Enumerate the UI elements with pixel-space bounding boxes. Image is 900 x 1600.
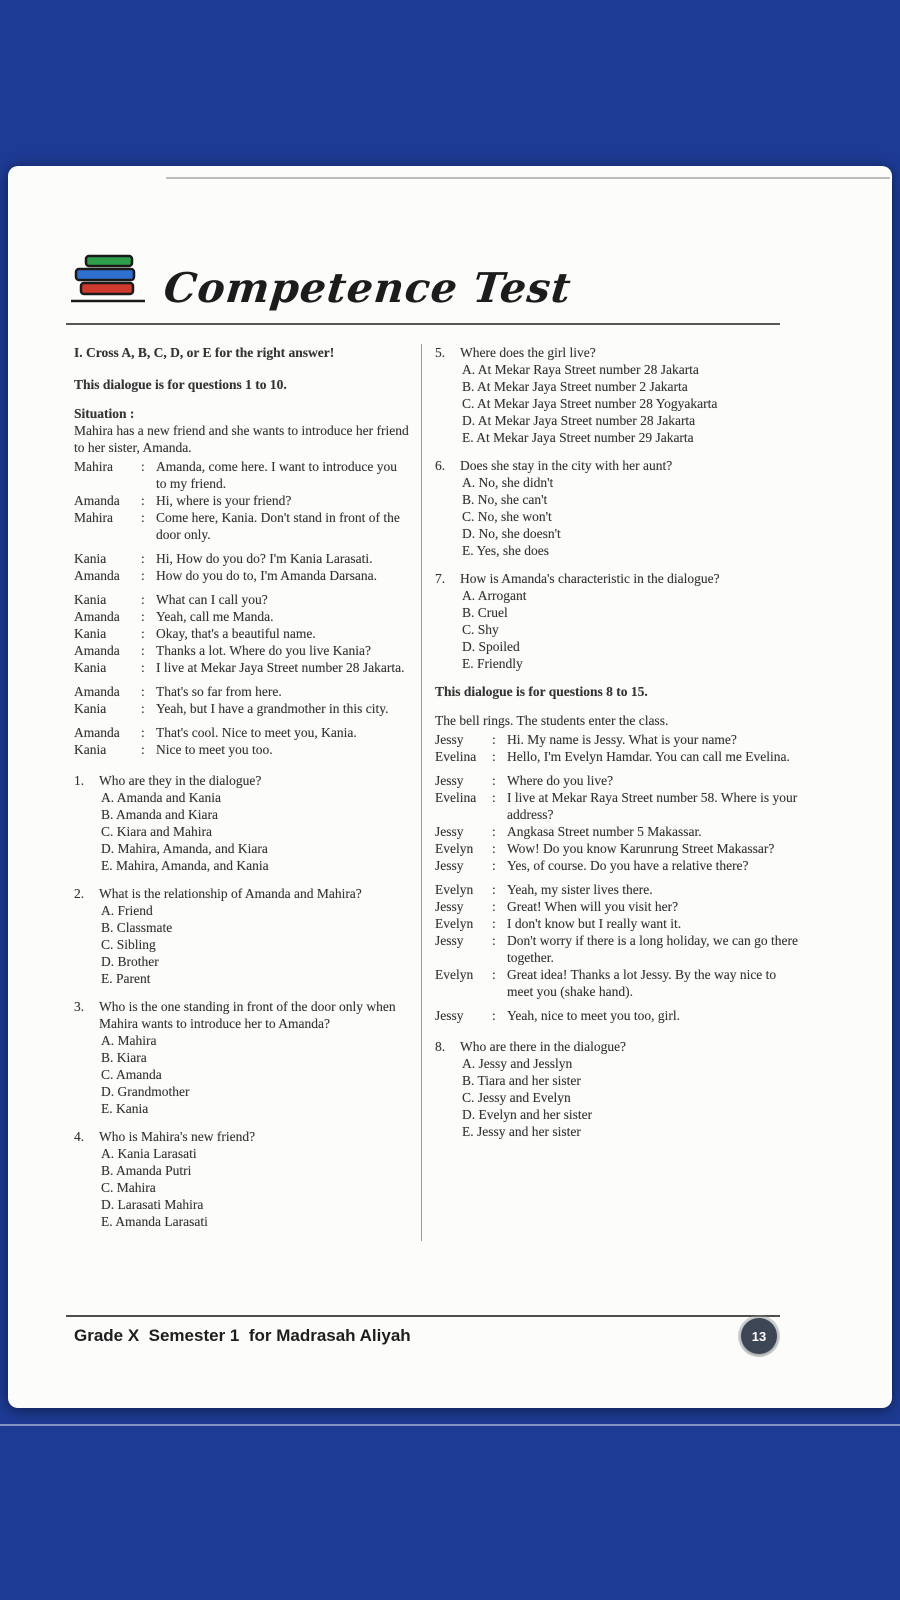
dialogue-colon: [141, 591, 156, 608]
answer-option: E. Parent: [101, 971, 151, 986]
answer-option: D. Evelyn and her sister: [462, 1107, 593, 1122]
answer-options: [462, 587, 800, 672]
dialogue-text: Amanda, come here. I want to introduce you to my friend.: [156, 459, 398, 491]
questions-5-to-7: [435, 344, 800, 672]
dialogue-speaker: Jessy: [435, 732, 464, 747]
answer-option: C. No, she won't: [462, 509, 552, 524]
answer-option: A. Arrogant: [462, 588, 527, 603]
question-number: 3.: [74, 999, 85, 1014]
question-body: [99, 998, 409, 1117]
dialogue-speaker: Jessy: [435, 858, 464, 873]
dialogue-line: [74, 458, 409, 492]
dialogue-speaker: Amanda: [74, 643, 120, 658]
dialogue-colon: [141, 741, 156, 758]
dialogue-line: [435, 881, 800, 898]
question: [74, 998, 409, 1117]
dialogue-text: What can I call you?: [156, 592, 268, 607]
dialogue-colon: [492, 881, 507, 898]
question-number: 2.: [74, 886, 85, 901]
question-text: Who is the one standing in front of the door only when Mahira wants to introduce her to Amanda?: [99, 999, 396, 1031]
answer-option: A. Jessy and Jesslyn: [462, 1056, 573, 1071]
dialogue-speaker: Amanda: [74, 684, 120, 699]
dialogue-speaker: Evelyn: [435, 916, 474, 931]
answer-options: [101, 1145, 409, 1230]
dialogue-colon: [141, 642, 156, 659]
question-number: 1.: [74, 773, 85, 788]
answer-options: [462, 1055, 800, 1140]
dialogue-line: [435, 1007, 800, 1024]
question-body: [460, 1038, 800, 1140]
dialogue-text: Where do you live?: [507, 773, 614, 788]
answer-options: [101, 1032, 409, 1117]
dialogue-speaker: Mahira: [74, 459, 113, 474]
answer-option: D. At Mekar Jaya Street number 28 Jakarta: [462, 413, 696, 428]
dialogue-speaker: Evelyn: [435, 967, 474, 982]
dialogue-line: [74, 608, 409, 625]
answer-option: A. Kania Larasati: [101, 1146, 197, 1161]
answer-option: D. Brother: [101, 954, 159, 969]
dialogue-text: Yeah, call me Manda.: [156, 609, 274, 624]
title-divider-line: [66, 323, 780, 325]
dialogue-colon: [492, 731, 507, 748]
dialogue-text: Yes, of course. Do you have a relative there?: [507, 858, 749, 873]
question-number: 7.: [435, 571, 446, 586]
dialogue-speaker: Jessy: [435, 773, 464, 788]
dialogue-colon: [492, 823, 507, 840]
answer-option: B. Tiara and her sister: [462, 1073, 581, 1088]
scene-text: The bell rings. The students enter the class.: [435, 713, 669, 728]
dialogue-speaker: Amanda: [74, 493, 120, 508]
instruction-text: I. Cross A, B, C, D, or E for the right answer!: [74, 345, 335, 360]
dialogue-text: Hi, How do you do? I'm Kania Larasati.: [156, 551, 373, 566]
right-column: [422, 344, 800, 1241]
answer-option: B. Amanda Putri: [101, 1163, 192, 1178]
answer-option: E. Jessy and her sister: [462, 1124, 581, 1139]
dialogue-line: [74, 567, 409, 584]
dialogue-colon: [141, 509, 156, 543]
dialogue-colon: [141, 700, 156, 717]
question-text: Does she stay in the city with her aunt?: [460, 458, 673, 473]
dialogue-speaker: Kania: [74, 592, 107, 607]
dialogue-1: [74, 458, 409, 758]
answer-option: E. Yes, she does: [462, 543, 550, 558]
dialogue-colon: [492, 748, 507, 765]
dialogue-text: Great idea! Thanks a lot Jessy. By the way nice to meet you (shake hand).: [507, 967, 777, 999]
dialogue-colon: [141, 608, 156, 625]
dialogue-text: Come here, Kania. Don't stand in front of the door only.: [156, 510, 400, 542]
dialogue-line: [435, 748, 800, 765]
answer-option: D. Larasati Mahira: [101, 1197, 204, 1212]
question: [74, 1128, 409, 1230]
dialogue-colon: [141, 724, 156, 741]
dialogue-line: [435, 857, 800, 874]
answer-option: B. Kiara: [101, 1050, 147, 1065]
dialogue-text: That's so far from here.: [156, 684, 282, 699]
dialogue-line: [74, 591, 409, 608]
dialogue-line: [435, 772, 800, 789]
answer-option: E. Kania: [101, 1101, 149, 1116]
bottom-edge-line: [0, 1424, 900, 1426]
dialogue-colon: [141, 625, 156, 642]
question-text: Who are there in the dialogue?: [460, 1039, 627, 1054]
dialogue-speaker: Kania: [74, 742, 107, 757]
dialogue-text: How do you do to, I'm Amanda Darsana.: [156, 568, 378, 583]
answer-option: C. Mahira: [101, 1180, 156, 1195]
dialogue-speaker: Evelina: [435, 749, 477, 764]
question: [435, 457, 800, 559]
answer-option: B. No, she can't: [462, 492, 548, 507]
answer-option: E. Amanda Larasati: [101, 1214, 208, 1229]
question-text: What is the relationship of Amanda and Mahira?: [99, 886, 362, 901]
question: [435, 570, 800, 672]
answer-option: A. Friend: [101, 903, 153, 918]
dialogue-text: Hi. My name is Jessy. What is your name?: [507, 732, 737, 747]
answer-option: E. Mahira, Amanda, and Kania: [101, 858, 269, 873]
answer-options: [101, 789, 409, 874]
dialogue-speaker: Kania: [74, 701, 107, 716]
chapter-header: [66, 252, 574, 314]
question: [435, 1038, 800, 1140]
answer-option: E. Friendly: [462, 656, 523, 671]
dialogue-speaker: Kania: [74, 626, 107, 641]
stacked-books-icon: [66, 252, 150, 314]
answer-option: B. Classmate: [101, 920, 173, 935]
dialogue-colon: [141, 567, 156, 584]
answer-option: C. Shy: [462, 622, 499, 637]
dialogue-line: [74, 683, 409, 700]
dialogue-text: Yeah, my sister lives there.: [507, 882, 653, 897]
question-body: [460, 344, 800, 446]
dialogue-text: Yeah, but I have a grandmother in this city.: [156, 701, 389, 716]
page-top-edge-line: [166, 177, 890, 179]
dialogue-line: [74, 509, 409, 543]
dialogue-speaker: Amanda: [74, 609, 120, 624]
answer-option: C. Kiara and Mahira: [101, 824, 212, 839]
dialogue-speaker: Jessy: [435, 1008, 464, 1023]
answer-option: B. Amanda and Kiara: [101, 807, 218, 822]
dialogue-speaker: Evelyn: [435, 841, 474, 856]
dialogue-colon: [141, 659, 156, 676]
dialogue-speaker: Evelina: [435, 790, 477, 805]
dialogue-text: I live at Mekar Jaya Street number 28 Jakarta.: [156, 660, 405, 675]
answer-option: C. Amanda: [101, 1067, 162, 1082]
question-text: How is Amanda's characteristic in the dialogue?: [460, 571, 720, 586]
dialogue-text: I don't know but I really want it.: [507, 916, 682, 931]
question-number: 5.: [435, 345, 446, 360]
dialogue-text: Angkasa Street number 5 Makassar.: [507, 824, 702, 839]
answer-options: [462, 474, 800, 559]
answer-option: C. At Mekar Jaya Street number 28 Yogyakarta: [462, 396, 718, 411]
dialogue-colon: [492, 915, 507, 932]
question-body: [99, 1128, 409, 1230]
situation-label: Situation :: [74, 406, 135, 421]
dialogue-text: Nice to meet you too.: [156, 742, 273, 757]
test-body: [74, 344, 800, 1241]
question-number: 8.: [435, 1039, 446, 1054]
dialogue-colon: [141, 492, 156, 509]
dialogue-colon: [492, 857, 507, 874]
question-text: Who is Mahira's new friend?: [99, 1129, 256, 1144]
dialogue-colon: [141, 458, 156, 492]
dialogue-text: Thanks a lot. Where do you live Kania?: [156, 643, 371, 658]
question-body: [99, 772, 409, 874]
answer-option: B. At Mekar Jaya Street number 2 Jakarta: [462, 379, 688, 394]
dialogue-line: [74, 659, 409, 676]
dialogue-line: [435, 932, 800, 966]
question-body: [460, 570, 800, 672]
answer-option: D. Grandmother: [101, 1084, 190, 1099]
dialogue-speaker: Jessy: [435, 899, 464, 914]
dialogue-colon: [492, 789, 507, 823]
answer-option: C. Sibling: [101, 937, 156, 952]
situation-text: Mahira has a new friend and she wants to introduce her friend to her sister, Amanda.: [74, 423, 409, 455]
dialogue-line: [435, 898, 800, 915]
dialogue-speaker: Mahira: [74, 510, 113, 525]
answer-option: D. No, she doesn't: [462, 526, 561, 541]
questions-1-to-4: [74, 772, 409, 1230]
dialogue-colon: [492, 898, 507, 915]
dialogue-colon: [492, 932, 507, 966]
dialogue-line: [74, 492, 409, 509]
dialogue-2: [435, 731, 800, 1024]
dialogue-colon: [492, 772, 507, 789]
dialogue-text: Don't worry if there is a long holiday, we can go there together.: [507, 933, 798, 965]
question-text: Where does the girl live?: [460, 345, 596, 360]
dialogue-speaker: Evelyn: [435, 882, 474, 897]
question-number: 4.: [74, 1129, 85, 1144]
dialogue-speaker: Jessy: [435, 933, 464, 948]
dialogue-intro-1: This dialogue is for questions 1 to 10.: [74, 377, 287, 392]
question-number: 6.: [435, 458, 446, 473]
footer-divider-line: [66, 1315, 780, 1317]
dialogue-line: [74, 550, 409, 567]
dialogue-text: That's cool. Nice to meet you, Kania.: [156, 725, 357, 740]
dialogue-intro-2: This dialogue is for questions 8 to 15.: [435, 684, 648, 699]
question-text: Who are they in the dialogue?: [99, 773, 262, 788]
book-page: [8, 166, 892, 1408]
dialogue-text: Yeah, nice to meet you too, girl.: [507, 1008, 680, 1023]
dialogue-colon: [492, 966, 507, 1000]
dialogue-speaker: Amanda: [74, 725, 120, 740]
answer-option: A. Mahira: [101, 1033, 157, 1048]
answer-option: A. Amanda and Kania: [101, 790, 221, 805]
answer-option: C. Jessy and Evelyn: [462, 1090, 571, 1105]
answer-option: B. Cruel: [462, 605, 508, 620]
page-number-badge: 13: [741, 1318, 777, 1354]
dialogue-colon: [141, 683, 156, 700]
dialogue-line: [435, 731, 800, 748]
dialogue-line: [74, 741, 409, 758]
answer-option: E. At Mekar Jaya Street number 29 Jakarta: [462, 430, 694, 445]
dialogue-text: Hi, where is your friend?: [156, 493, 292, 508]
dialogue-text: Hello, I'm Evelyn Hamdar. You can call me Evelina.: [507, 749, 790, 764]
question: [435, 344, 800, 446]
dialogue-speaker: Amanda: [74, 568, 120, 583]
dialogue-speaker: Kania: [74, 660, 107, 675]
dialogue-line: [435, 966, 800, 1000]
dialogue-line: [435, 840, 800, 857]
dialogue-colon: [492, 1007, 507, 1024]
answer-option: A. No, she didn't: [462, 475, 554, 490]
dialogue-line: [435, 915, 800, 932]
page-title: Competence Test: [161, 264, 574, 312]
dialogue-line: [74, 700, 409, 717]
dialogue-line: [74, 642, 409, 659]
dialogue-line: [435, 789, 800, 823]
answer-options: [462, 361, 800, 446]
footer-text: Grade X Semester 1 for Madrasah Aliyah: [74, 1326, 411, 1345]
answer-option: D. Mahira, Amanda, and Kiara: [101, 841, 268, 856]
question: [74, 885, 409, 987]
dialogue-colon: [492, 840, 507, 857]
question: [74, 772, 409, 874]
left-column: [74, 344, 421, 1241]
question-body: [99, 885, 409, 987]
question-body: [460, 457, 800, 559]
question-8: [435, 1038, 800, 1140]
dialogue-text: Wow! Do you know Karunrung Street Makassar?: [507, 841, 775, 856]
answer-option: A. At Mekar Raya Street number 28 Jakarta: [462, 362, 699, 377]
dialogue-text: Okay, that's a beautiful name.: [156, 626, 316, 641]
dialogue-line: [74, 625, 409, 642]
dialogue-line: [435, 823, 800, 840]
answer-options: [101, 902, 409, 987]
dialogue-colon: [141, 550, 156, 567]
answer-option: D. Spoiled: [462, 639, 520, 654]
dialogue-text: Great! When will you visit her?: [507, 899, 679, 914]
dialogue-text: I live at Mekar Raya Street number 58. Where is your address?: [507, 790, 798, 822]
dialogue-speaker: Jessy: [435, 824, 464, 839]
dialogue-line: [74, 724, 409, 741]
dialogue-speaker: Kania: [74, 551, 107, 566]
